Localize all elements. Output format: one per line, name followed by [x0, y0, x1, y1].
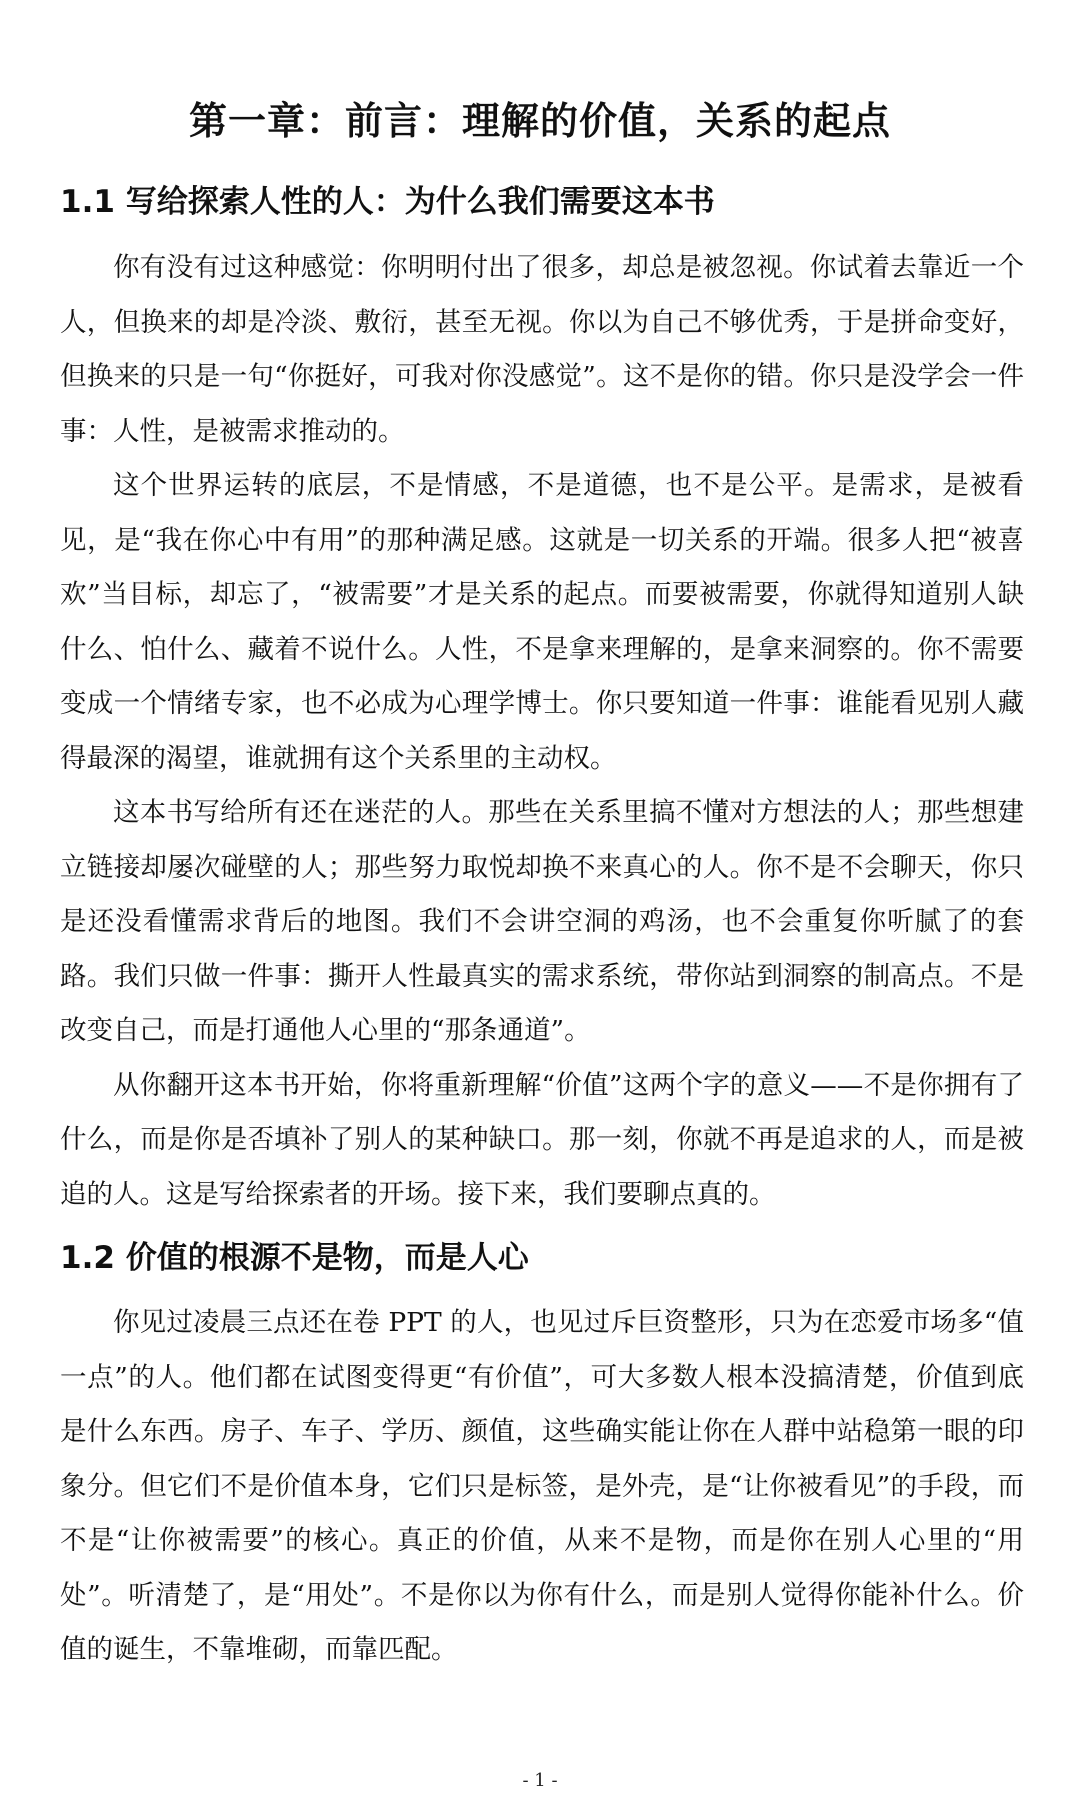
section-body-1-2: [60, 1296, 1024, 1678]
paragraph: 你有没有过这种感觉：你明明付出了很多，却总是被忽视。你试着去靠近一个人，但换来的却是冷淡、敷衍，甚至无视。你以为自己不够优秀，于是拼命变好，但换来的只是一句“你挺好，可我对你没感觉”。这不是你的错。你只是没学会一件事：人性，是被需求推动的。: [60, 252, 1024, 447]
section-heading-1-1: 1.1 写给探索人性的人：为什么我们需要这本书: [60, 184, 715, 220]
chapter-title: 第一章：前言：理解的价值，关系的起点: [188, 99, 891, 143]
paragraph: 从你翻开这本书开始，你将重新理解“价值”这两个字的意义——不是你拥有了什么，而是你是否填补了别人的某种缺口。那一刻，你就不再是追求的人，而是被追的人。这是写给探索者的开场。接下来，我们要聊点真的。: [60, 1069, 1024, 1210]
paragraph: 你见过凌晨三点还在卷 PPT 的人，也见过斥巨资整形，只为在恋爱市场多“值一点”的人。他们都在试图变得更“有价值”，可大多数人根本没搞清楚，价值到底是什么东西。房子、车子、学历、颜值，这些确实能让你在人群中站稳第一眼的印象分。但它们不是价值本身，它们只是标签，是外壳，是“让你被看见”的手段，而不是“让你被需要”的核心。真正的价值，从来不是物，而是你在别人心里的“用处”。听清楚了，是“用处”。不是你以为你有什么，而是别人觉得你能补什么。价值的诞生，不靠堆砌，而靠匹配。: [60, 1307, 1024, 1665]
page-number: - 1 -: [522, 1770, 558, 1791]
paragraph: 这本书写给所有还在迷茫的人。那些在关系里搞不懂对方想法的人；那些想建立链接却屡次碰壁的人；那些努力取悦却换不来真心的人。你不是不会聊天，你只是还没看懂需求背后的地图。我们不会讲空洞的鸡汤，也不会重复你听腻了的套路。我们只做一件事：撕开人性最真实的需求系统，带你站到洞察的制高点。不是改变自己，而是打通他人心里的“那条通道”。: [60, 797, 1024, 1046]
section-heading-1-2: 1.2 价值的根源不是物，而是人心: [60, 1240, 529, 1276]
section-body-1-1: [60, 241, 1024, 1222]
paragraph: 这个世界运转的底层，不是情感，不是道德，也不是公平。是需求，是被看见，是“我在你心中有用”的那种满足感。这就是一切关系的开端。很多人把“被喜欢”当目标，却忘了，“被需要”才是关系的起点。而要被需要，你就得知道别人缺什么、怕什么、藏着不说什么。人性，不是拿来理解的，是拿来洞察的。你不需要变成一个情绪专家，也不必成为心理学博士。你只要知道一件事：谁能看见别人藏得最深的渴望，谁就拥有这个关系里的主动权。: [60, 470, 1024, 774]
